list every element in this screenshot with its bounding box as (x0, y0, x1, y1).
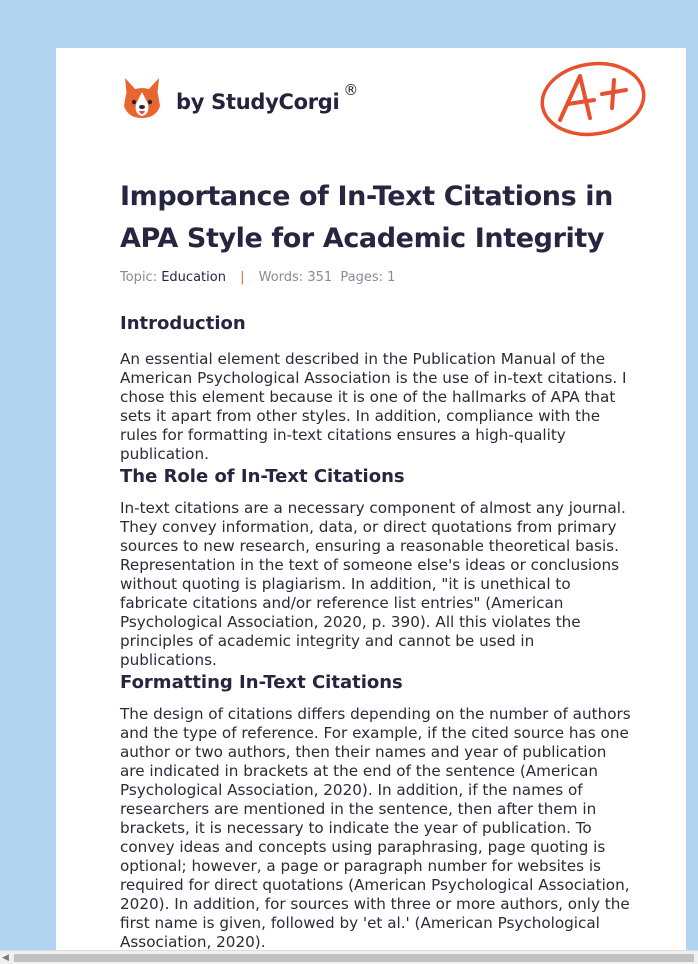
topic-label: Topic: (120, 270, 158, 285)
word-count: Words: 351 (258, 270, 333, 285)
document-page (56, 48, 686, 950)
section-paragraph: The design of citations differs depending on the number of authors and the type of reference. For example, if the cited source has one author or two authors, then their names and year of publication are indicated in brackets at the end of the sentence (American Psychological Association, 2020). In addition, if the names of researchers are mentioned in the sentence, then after them in brackets, it is necessary to indicate the year of publication. To convey ideas and concepts using paraphrasing, page quoting is optional; however, a page or paragraph number for websites is required for direct quotations (American Psychological Association, 2020). In addition, for sources with three or more authors, only the first name is given, followed by 'et al.' (American Psychological Association, 2020). (120, 705, 631, 950)
horizontal-scrollbar[interactable] (0, 950, 698, 964)
meta-separator: | (240, 270, 245, 285)
section-heading: Introduction (120, 313, 246, 334)
article-title: Importance of In-Text Citations in APA Style for Academic Integrity (120, 181, 613, 254)
studycorgi-logo[interactable] (122, 76, 358, 120)
article-body (120, 312, 632, 950)
section-heading: The Role of In-Text Citations (120, 466, 405, 487)
section-paragraph: An essential element described in the Publication Manual of the American Psychological Association is the use of in-text citations. I chose this element because it is one of the hallmarks of APA that sets it apart from other styles. In addition, compliance with the rules for formatting in-text citations ensures a high-quality publication. (120, 350, 627, 463)
brand-name: by StudyCorgi ® (176, 80, 359, 114)
page-count: Pages: 1 (340, 270, 396, 285)
corgi-icon (122, 76, 162, 120)
registered-mark: ® (343, 80, 359, 99)
article-meta (120, 270, 395, 285)
topic-link[interactable]: Education (161, 270, 226, 285)
scroll-left-arrow-icon[interactable]: ◀ (2, 953, 9, 963)
section-paragraph: In-text citations are a necessary component of almost any journal. They convey information, data, or direct quotations from primary sources to new research, ensuring a reasonable theoretical basis. Representation in the text of someone else's ideas or conclusions without quoting is plagiarism. In addition, "it is unethical to fabricate citations and/or reference list entries" (American Psychological Association, 2020, p. 390). All this violates the principles of academic integrity and cannot be used in publications. (120, 499, 626, 669)
a-plus-grade-icon (538, 60, 648, 144)
section-heading: Formatting In-Text Citations (120, 672, 403, 693)
scrollbar-thumb[interactable] (14, 954, 694, 962)
